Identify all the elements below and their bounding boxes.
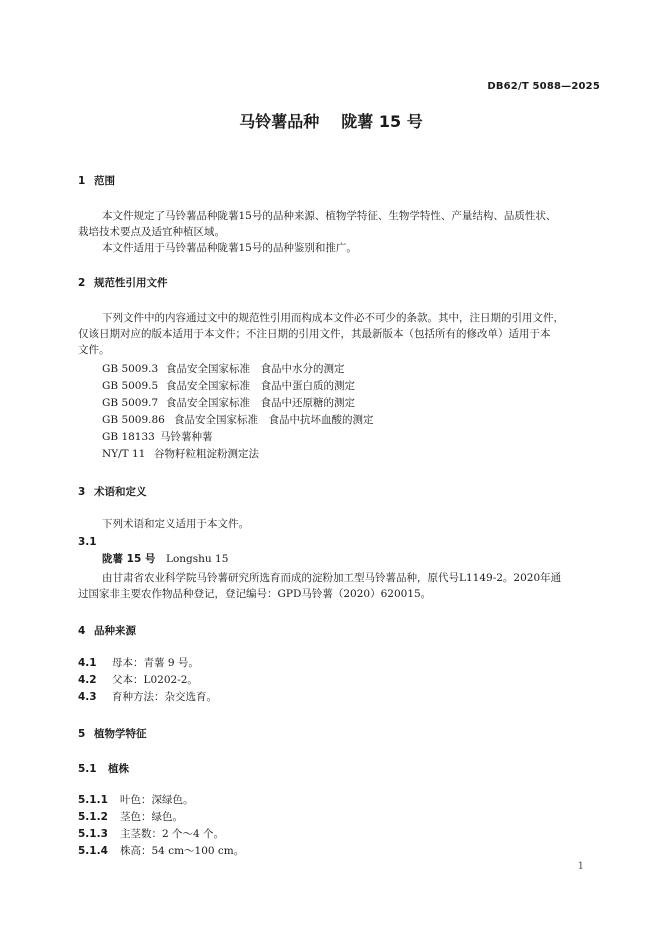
list-item: 5.1.3 主茎数：2 个～4 个。 (78, 828, 225, 840)
term-entry (102, 554, 228, 565)
document-title (0, 114, 662, 130)
list-item: 4.3 育种方法：杂交选育。 (78, 691, 217, 703)
section-5-heading: 5 植物学特征 (78, 728, 147, 740)
list-item: 5.1.2 茎色：绿色。 (78, 811, 183, 823)
list-item: 5.1.4 株高：54 cm～100 cm。 (78, 845, 245, 857)
title-left: 马铃薯品种 (239, 112, 320, 131)
title-right: 陇薯 15 号 (341, 112, 423, 131)
reference-item: NY/T 11 谷物籽粒粗淀粉测定法 (102, 448, 259, 460)
term-en: Longshu 15 (166, 553, 229, 565)
section-2-body: 下列文件中的内容通过文中的规范性引用而构成本文件必不可少的条款。其中，注日期的引用文件， 仅该日期对应的版本适用于本文件；不注日期的引用文件，其最新版本（包括所有的修改单）适用于本 文件。 (78, 312, 564, 356)
reference-item: GB 5009.7 食品安全国家标准 食品中还原糖的测定 (102, 397, 355, 409)
document-code: DB62/T 5088—2025 (487, 81, 600, 92)
section-4-heading: 4 品种来源 (78, 625, 136, 637)
section-1-heading: 1 范围 (78, 175, 115, 187)
term-number: 3.1 (78, 536, 97, 548)
subsection-heading: 5.1 植株 (78, 763, 129, 775)
reference-item: GB 5009.3 食品安全国家标准 食品中水分的测定 (102, 363, 345, 375)
section-2-heading: 2 规范性引用文件 (78, 277, 168, 289)
reference-item: GB 5009.5 食品安全国家标准 食品中蛋白质的测定 (102, 380, 355, 392)
section-3-intro: 下列术语和定义适用于本文件。 (102, 518, 249, 530)
section-3-heading: 3 术语和定义 (78, 486, 147, 498)
reference-item: GB 5009.86 食品安全国家标准 食品中抗坏血酸的测定 (102, 414, 374, 426)
page-number: 1 (577, 861, 584, 872)
list-item: 4.2 父本：L0202-2。 (78, 674, 198, 686)
section-1-body: 本文件规定了马铃薯品种陇薯15号的品种来源、植物学特征、生物学特性、产量结构、品质性状、 栽培技术要点及适宜种植区域。 本文件适用于马铃薯品种陇薯15号的品种鉴别和推广。 (78, 210, 557, 254)
term-cn: 陇薯 15 号 (102, 553, 156, 565)
list-item: 4.1 母本：青薯 9 号。 (78, 657, 199, 669)
term-definition: 由甘肃省农业科学院马铃薯研究所选育而成的淀粉加工型马铃薯品种，原代号L1149-2。2020年通 过国家非主要农作物品种登记，登记编号：GPD马铃薯（2020）620015。 (78, 572, 562, 600)
list-item: 5.1.1 叶色：深绿色。 (78, 794, 194, 806)
reference-item: GB 18133 马铃薯种薯 (102, 431, 213, 443)
